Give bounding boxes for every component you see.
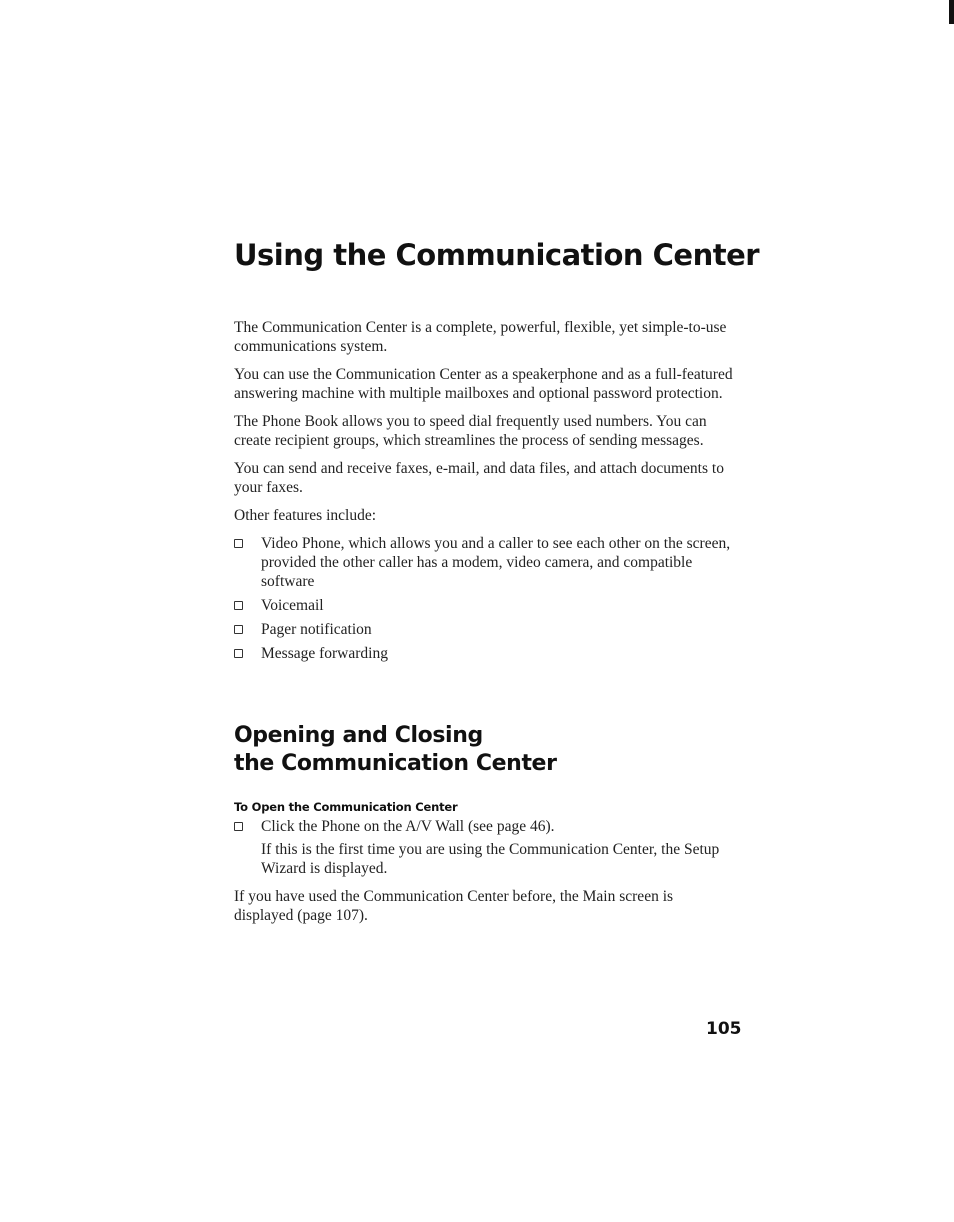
intro-paragraph: You can use the Communication Center as a speakerphone and as a full-featured answering machine with multiple mailboxes and optional password protection. xyxy=(234,366,733,402)
page-number: 105 xyxy=(706,1019,742,1039)
feature-text: Voicemail xyxy=(261,597,324,614)
intro-paragraph: You can send and receive faxes, e-mail, and data files, and attach documents to your faxes. xyxy=(234,460,724,496)
checkbox-bullet-icon xyxy=(234,625,243,634)
intro-paragraph: The Communication Center is a complete, powerful, flexible, yet simple-to-use communications system. xyxy=(234,319,727,355)
procedure-title: To Open the Communication Center xyxy=(234,800,458,814)
step-note: If this is the first time you are using the Communication Center, the Setup Wizard is displayed. xyxy=(261,841,720,877)
section-title xyxy=(234,722,557,778)
section-title-line: the Communication Center xyxy=(234,751,557,776)
list-item xyxy=(234,596,734,615)
intro-section xyxy=(234,318,734,668)
procedure-section xyxy=(234,799,734,925)
features-lead-in: Other features include: xyxy=(234,507,377,524)
list-item xyxy=(234,817,734,836)
page-edge-mark xyxy=(949,0,954,24)
procedure-steps xyxy=(234,817,734,836)
feature-text: Message forwarding xyxy=(261,645,388,662)
intro-paragraph: The Phone Book allows you to speed dial frequently used numbers. You can create recipient groups, which streamlines the process of sending messages. xyxy=(234,413,707,449)
checkbox-bullet-icon xyxy=(234,822,243,831)
closing-paragraph: If you have used the Communication Center before, the Main screen is displayed (page 107). xyxy=(234,888,674,924)
step-text: Click the Phone on the A/V Wall (see page 46). xyxy=(261,818,555,835)
checkbox-bullet-icon xyxy=(234,601,243,610)
feature-text: Video Phone, which allows you and a caller to see each other on the screen, provided the other caller has a modem, video camera, and compatible software xyxy=(261,535,731,590)
list-item xyxy=(234,644,734,663)
feature-text: Pager notification xyxy=(261,621,372,638)
section-title-line: Opening and Closing xyxy=(234,723,483,748)
checkbox-bullet-icon xyxy=(234,649,243,658)
page-title: Using the Communication Center xyxy=(234,238,760,272)
list-item xyxy=(234,534,734,591)
list-item xyxy=(234,620,734,639)
features-list xyxy=(234,534,734,663)
checkbox-bullet-icon xyxy=(234,539,243,548)
